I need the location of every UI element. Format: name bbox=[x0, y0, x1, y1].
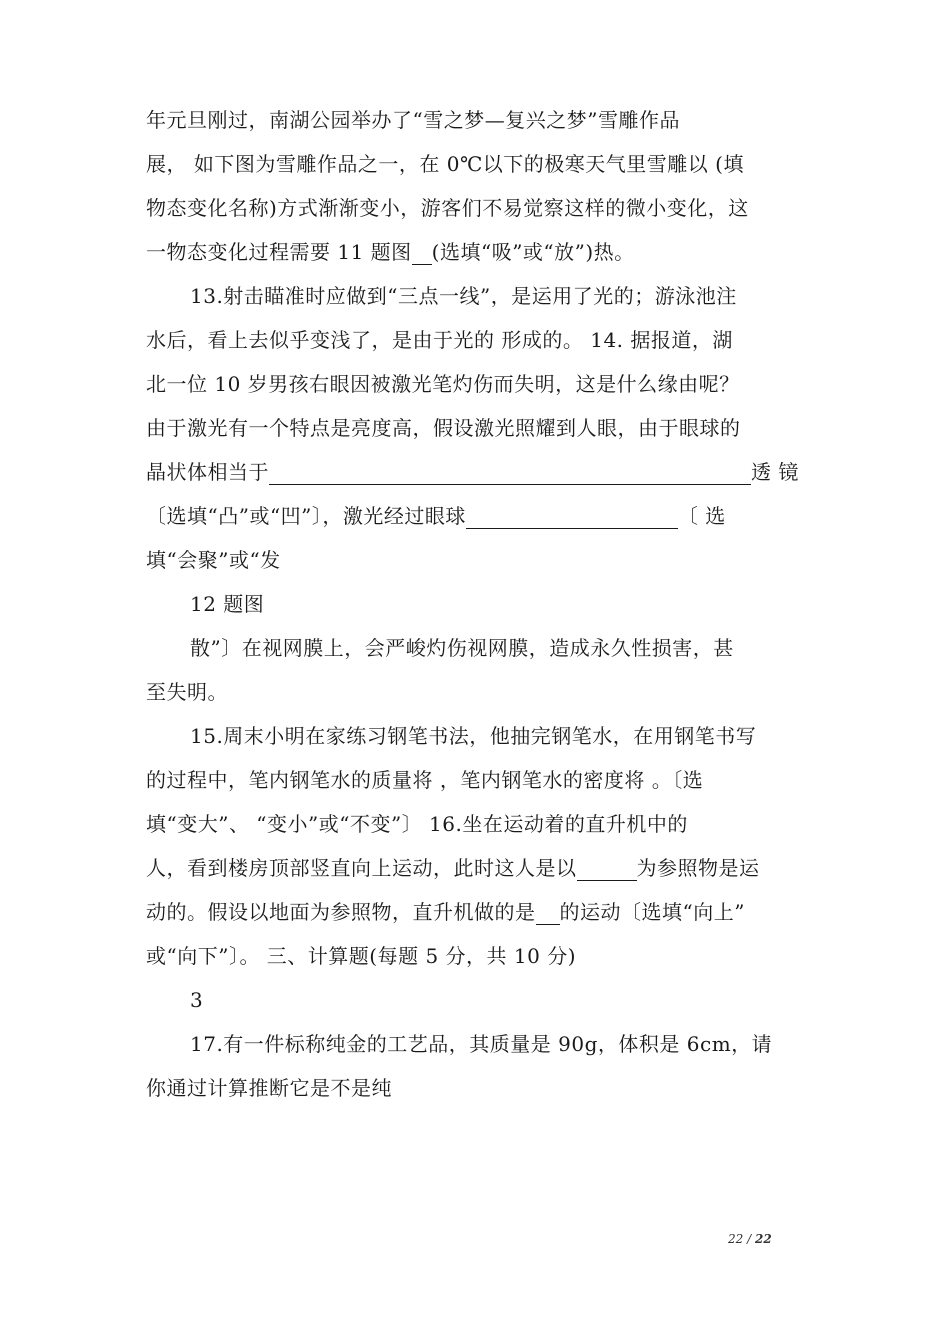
text-segment: 〔选填“凸”或“凹”〕，激光经过眼球 bbox=[146, 504, 466, 528]
answer-blank bbox=[412, 234, 432, 265]
text-line bbox=[146, 230, 814, 274]
question-13: 13.射击瞄准时应做到“三点一线”，是运用了光的；游泳池注 bbox=[190, 284, 737, 308]
text-line: 展， 如下图为雪雕作品之一，在 0℃以下的极寒天气里雪雕以 (填 bbox=[146, 152, 744, 176]
text-segment: 透 镜 bbox=[751, 460, 799, 484]
text-segment: 人，看到楼房顶部竖直向上运动，此时这人是以 bbox=[146, 856, 577, 880]
question-17: 17.有一件标称纯金的工艺品，其质量是 90g，体积是 6cm，请 bbox=[190, 1032, 773, 1056]
answer-blank bbox=[536, 894, 560, 925]
stray-number: 3 bbox=[190, 988, 204, 1012]
text-segment: 晶状体相当于 bbox=[146, 460, 269, 484]
answer-blank bbox=[466, 498, 678, 529]
text-segment: (选填“吸”或“放”)热。 bbox=[431, 240, 635, 264]
document-body bbox=[146, 98, 814, 1110]
text-line bbox=[146, 890, 814, 934]
text-line: 由于激光有一个特点是亮度高，假设激光照耀到人眼，由于眼球的 bbox=[146, 416, 741, 440]
text-line: 物态变化名称)方式渐渐变小，游客们不易觉察这样的微小变化，这 bbox=[146, 196, 749, 220]
text-segment: 动的。假设以地面为参照物，直升机做的是 bbox=[146, 900, 536, 924]
total-pages: 22 bbox=[754, 1232, 772, 1246]
text-line bbox=[146, 846, 814, 890]
text-segment: 〔 选 bbox=[677, 504, 726, 528]
text-line: 填“会聚”或“发 bbox=[146, 548, 281, 572]
current-page: 22 bbox=[728, 1232, 744, 1246]
text-line: 北一位 10 岁男孩右眼因被激光笔灼伤而失明，这是什么缘由呢？ bbox=[146, 372, 740, 396]
answer-blank bbox=[269, 454, 751, 485]
question-15: 15.周末小明在家练习钢笔书法，他抽完钢笔水，在用钢笔书写 bbox=[190, 724, 757, 748]
text-segment: 的运动〔选填“向上” bbox=[559, 900, 745, 924]
text-line: 至失明。 bbox=[146, 680, 228, 704]
text-line bbox=[146, 450, 814, 494]
answer-blank bbox=[577, 850, 637, 881]
text-line bbox=[146, 494, 814, 538]
text-line: 水后，看上去似乎变浅了，是由于光的 形成的。 14. 据报道，湖 bbox=[146, 328, 733, 352]
section-heading-line: 或“向下”〕。 三、计算题(每题 5 分，共 10 分) bbox=[146, 944, 577, 968]
text-line: 散”〕在视网膜上，会严峻灼伤视网膜，造成永久性损害，甚 bbox=[190, 636, 734, 660]
text-line: 的过程中，笔内钢笔水的质量将 ，笔内钢笔水的密度将 。〔选 bbox=[146, 768, 704, 792]
text-line: 你通过计算推断它是不是纯 bbox=[146, 1076, 392, 1100]
figure-caption: 12 题图 bbox=[190, 592, 265, 616]
page-separator: / bbox=[747, 1232, 752, 1246]
page-number bbox=[728, 1232, 772, 1246]
text-segment: 一物态变化过程需要 11 题图 bbox=[146, 240, 412, 264]
text-segment: 为参照物是运 bbox=[636, 856, 760, 880]
text-line: 填“变大”、 “变小”或“不变”〕 16.坐在运动着的直升机中的 bbox=[146, 812, 688, 836]
text-line: 年元旦刚过，南湖公园举办了“雪之梦—复兴之梦”雪雕作品 bbox=[146, 108, 680, 132]
